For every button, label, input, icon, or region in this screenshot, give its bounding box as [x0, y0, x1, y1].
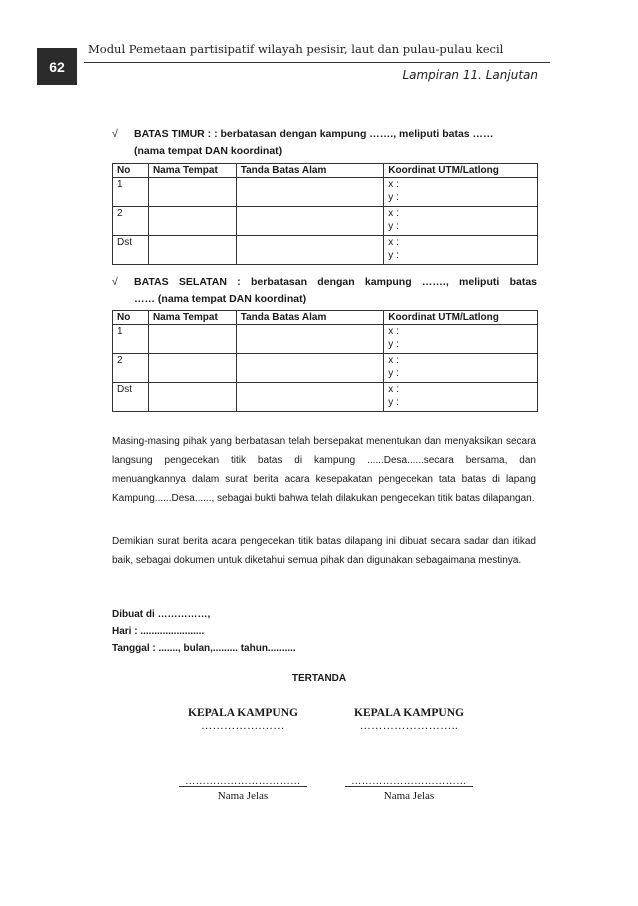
- signed-heading: TERTANDA: [291, 673, 347, 684]
- signature-block-right: [329, 706, 489, 803]
- row-number: Dst: [113, 236, 149, 265]
- cell-place: [148, 354, 236, 383]
- table-header-row: [113, 164, 538, 178]
- coord-y-label: y :: [388, 192, 399, 203]
- col-header-no: No: [113, 311, 149, 325]
- signature-line: ……………………………: [179, 778, 307, 787]
- table-row: [113, 354, 538, 383]
- checkmark-icon: √: [112, 128, 118, 140]
- header-divider: [84, 62, 550, 63]
- cell-natural-marker: [236, 325, 384, 354]
- table-east: [112, 163, 538, 265]
- coord-y-label: y :: [388, 221, 399, 232]
- coord-x-label: x :: [388, 355, 399, 366]
- cell-place: [148, 207, 236, 236]
- cell-coordinates: [384, 236, 538, 265]
- table-row: [113, 236, 538, 265]
- page-number-badge: [37, 48, 77, 85]
- signatory-role: KEPALA KAMPUNG: [354, 707, 464, 719]
- agreement-paragraph: Masing-masing pihak yang berbatasan telah bersepakat menentukan dan menyaksikan secara langsung pengecekan titik batas di kampung ......Desa......secara bersama, dan menuangkannya dalam surat berita acara kesepakatan pengecekan tata batas di lapang Kampung......Desa......, sebagai bukti bahwa telah dilakukan pengecekan titik batas dilapangan.: [112, 436, 536, 504]
- cell-place: [148, 325, 236, 354]
- cell-natural-marker: [236, 383, 384, 412]
- page-number: 62: [49, 58, 65, 75]
- cell-natural-marker: [236, 207, 384, 236]
- signatory-name-placeholder: ……………………..: [359, 720, 459, 732]
- cell-coordinates: [384, 207, 538, 236]
- checkmark-icon: √: [112, 276, 118, 288]
- coord-x-label: x :: [388, 384, 399, 395]
- appendix-label: Lampiran 11. Lanjutan: [402, 68, 538, 82]
- cell-coordinates: [384, 354, 538, 383]
- col-header-natural-marker: Tanda Batas Alam: [236, 164, 384, 178]
- full-name-label: Nama Jelas: [383, 790, 435, 802]
- table-row: [113, 178, 538, 207]
- cell-natural-marker: [236, 178, 384, 207]
- section-east-line2: (nama tempat DAN koordinat): [134, 145, 283, 157]
- col-header-no: No: [113, 164, 149, 178]
- cell-place: [148, 236, 236, 265]
- module-title: Modul Pemetaan partisipatif wilayah pesisir, laut dan pulau-pulau kecil: [88, 42, 504, 56]
- coord-y-label: y :: [388, 368, 399, 379]
- cell-coordinates: [384, 325, 538, 354]
- closing-paragraph: Demikian surat berita acara pengecekan titik batas dilapang ini dibuat secara sadar dan itikad baik, sebagai dokumen untuk diketahui semua pihak dan digunakan sebagaimana mestinya.: [112, 536, 536, 566]
- col-header-place: Nama Tempat: [148, 164, 236, 178]
- table-row: [113, 325, 538, 354]
- section-south-line1: BATAS SELATAN : berbatasan dengan kampung ……., meliputi batas: [134, 276, 537, 288]
- made-at-line: Dibuat di ……………,: [112, 609, 211, 620]
- signature-line: ……………………………: [345, 778, 473, 787]
- table-south: [112, 310, 538, 412]
- coord-x-label: x :: [388, 237, 399, 248]
- section-south-line2: …… (nama tempat DAN koordinat): [134, 293, 307, 305]
- full-name-label: Nama Jelas: [217, 790, 269, 802]
- row-number: 1: [113, 325, 149, 354]
- cell-place: [148, 178, 236, 207]
- day-line: Hari : .......................: [112, 626, 205, 637]
- place-date-block: [112, 606, 296, 657]
- cell-coordinates: [384, 178, 538, 207]
- col-header-natural-marker: Tanda Batas Alam: [236, 311, 384, 325]
- coord-x-label: x :: [388, 326, 399, 337]
- date-line: Tanggal : ......., bulan,......... tahun..........: [112, 643, 296, 654]
- col-header-place: Nama Tempat: [148, 311, 236, 325]
- section-east-line1: BATAS TIMUR : : berbatasan dengan kampung ……., meliputi batas ……: [134, 128, 494, 140]
- row-number: 2: [113, 207, 149, 236]
- row-number: Dst: [113, 383, 149, 412]
- section-heading-east: [112, 126, 537, 160]
- row-number: 1: [113, 178, 149, 207]
- cell-coordinates: [384, 383, 538, 412]
- section-heading-south: [112, 274, 537, 308]
- signatory-name-placeholder: …………….……: [201, 720, 285, 732]
- table-header-row: [113, 311, 538, 325]
- coord-y-label: y :: [388, 250, 399, 261]
- coord-y-label: y :: [388, 397, 399, 408]
- table-row: [113, 383, 538, 412]
- col-header-coordinates: Koordinat UTM/Latlong: [384, 164, 538, 178]
- coord-x-label: x :: [388, 208, 399, 219]
- signature-block-left: [163, 706, 323, 803]
- signatory-role: KEPALA KAMPUNG: [188, 707, 298, 719]
- cell-natural-marker: [236, 354, 384, 383]
- col-header-coordinates: Koordinat UTM/Latlong: [384, 311, 538, 325]
- coord-y-label: y :: [388, 339, 399, 350]
- cell-natural-marker: [236, 236, 384, 265]
- cell-place: [148, 383, 236, 412]
- coord-x-label: x :: [388, 179, 399, 190]
- row-number: 2: [113, 354, 149, 383]
- table-row: [113, 207, 538, 236]
